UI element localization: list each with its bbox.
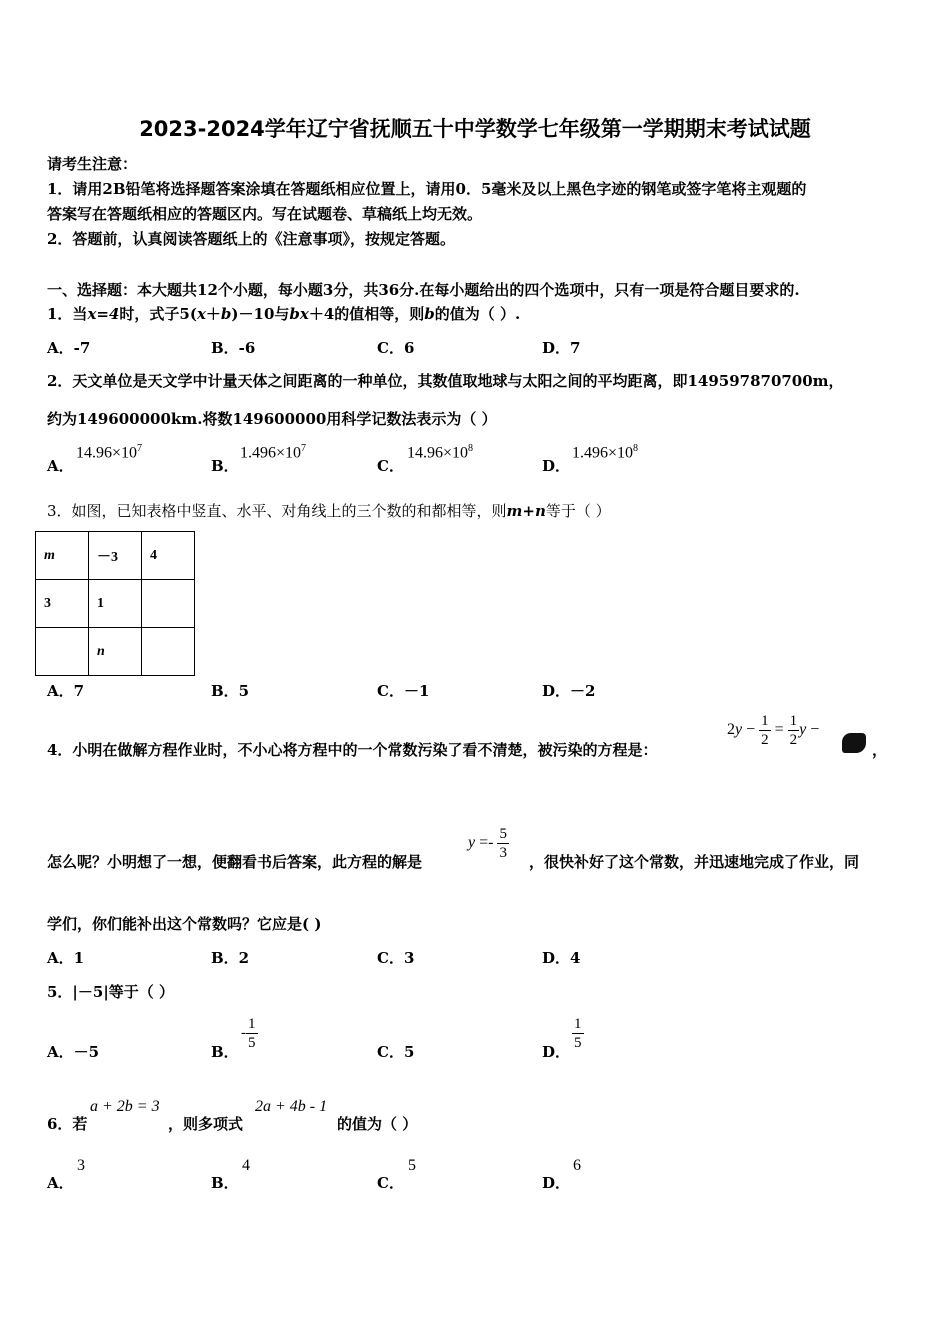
q1-option-d: D．7 [542,339,581,357]
q5-option-c: C．5 [377,1043,415,1061]
notice-heading: 请考生注意： [47,155,138,173]
q4-sol-equals: =- [475,834,498,852]
grid-row [36,532,195,580]
q2-c-mantissa: 14.96 [407,444,443,462]
q4-frac1-num: 1 [761,713,769,729]
q5-b-fraction [246,1015,258,1052]
q4-option-b: B．2 [211,949,250,967]
q5-b-num: 1 [248,1016,256,1032]
q6-option-a-value: 3 [77,1157,85,1174]
q4-sol-num: 5 [499,826,507,842]
q5-option-a: A．－5 [47,1043,100,1061]
q6-option-b-value: 4 [242,1157,250,1174]
q5-option-d: D． [542,1043,571,1061]
q5-d-fraction [572,1015,584,1052]
q5-option-d-value [572,1015,584,1052]
question-4-line-1: 4．小明在做解方程作业时，不小心将方程中的一个常数污染了看不清楚，被污染的方程是： [47,741,658,759]
q4-eq-fraction-2 [788,712,800,749]
notice-line-1b: 答案写在答题纸相应的答题区内。写在试题卷、草稿纸上均无效。 [47,205,483,223]
q1-var-b-2: b [424,305,435,323]
q6-equation-2: 2a + 4b - 1 [255,1098,328,1115]
question-5-stem: 5．|－5|等于（ ） [47,983,175,1001]
grid-cell: n [89,628,142,676]
q4-sol-fraction [497,825,509,862]
grid-cell [142,580,195,628]
q4-sol-y: y [468,834,476,852]
grid-cell [142,628,195,676]
grid-cell [36,628,89,676]
q4-option-d: D．4 [542,949,581,967]
q1-plus: ＋ [205,305,221,323]
notice-line-1a: 1．请用2B铅笔将选择题答案涂填在答题纸相应位置上，请用0．5毫米及以上黑色字迹的钢笔或签字笔将主观题的 [47,180,807,198]
q1-option-b: B．-6 [211,339,256,357]
q4-eq-minus-2: − [806,721,820,739]
question-4-line-2b: ，很快补好了这个常数，并迅速地完成了作业，同 [529,853,860,871]
q2-option-d: D． [542,457,571,475]
q4-option-a: A．1 [47,949,85,967]
q5-d-den: 5 [574,1035,582,1051]
q2-option-a-value [76,443,142,462]
q5-option-b-value [241,1015,258,1052]
q3-option-d: D．－2 [542,682,596,700]
q1-text-5: 的值为（ ）. [434,305,521,323]
q6-option-d: D． [542,1174,571,1192]
q2-d-times: ×10 [608,444,634,462]
question-1-stem [47,303,520,324]
q4-sol-den: 3 [499,845,507,861]
grid-cell: 3 [36,580,89,628]
q3-text-2: 等于（ ） [545,502,611,520]
q2-a-exp: 7 [137,443,143,454]
q6-option-c-value: 5 [408,1157,416,1174]
q2-c-exp: 8 [468,443,474,454]
q4-frac2-den: 2 [789,732,798,748]
grid-cell: 1 [89,580,142,628]
question-4-line-3: 学们，你们能补出这个常数吗？它应是( ) [47,915,322,933]
q5-b-neg: - [241,1024,246,1041]
q5-option-b: B． [211,1043,239,1061]
q4-eq-fraction-1 [759,712,771,749]
q3-option-c: C．－1 [377,682,430,700]
question-4-line-2a: 怎么呢？小明想了一想，便翻看书后答案，此方程的解是 [47,853,423,871]
q5-d-num: 1 [574,1016,582,1032]
q2-a-times: ×10 [112,444,138,462]
q4-eq-coef: 2 [727,721,735,739]
question-3-stem [47,500,611,521]
q2-d-exp: 8 [633,443,639,454]
q3-option-a: A．7 [47,682,85,700]
q2-option-b-value [240,443,306,462]
q4-frac2-num: 1 [789,713,798,729]
q3-text-1: 3．如图，已知表格中竖直、水平、对角线上的三个数的和都相等，则 [47,502,507,520]
q6-option-a: A． [47,1174,74,1192]
q6-equation-1: a + 2b = 3 [90,1098,160,1115]
question-6-text-1: 6．若 [47,1115,88,1133]
q1-text-2: 时，式子5( [119,305,197,323]
q4-eq-y-2: y [799,721,807,739]
q2-option-b: B． [211,457,239,475]
question-2-line-1: 2．天文单位是天文学中计量天体之间距离的一种单位，其数值取地球与太阳之间的平均距离，即149597870700m， [47,372,844,390]
grid-cell: m [36,532,89,580]
q2-c-times: ×10 [443,444,469,462]
q6-option-b: B． [211,1174,239,1192]
question-2-line-2: 约为149600000km.将数149600000用科学记数法表示为（ ） [47,410,497,428]
q4-solution [468,825,509,862]
q1-text-3: )－10与 [231,305,290,323]
q1-x-equals-4: x=4 [87,305,120,323]
question-6-text-2: ，则多项式 [168,1115,244,1133]
q1-option-c: C．6 [377,339,415,357]
q2-b-mantissa: 1.496 [240,444,276,462]
q1-text-1: 1．当 [47,305,88,323]
notice-line-2: 2．答题前，认真阅读答题纸上的《注意事项》，按规定答题。 [47,230,455,248]
q2-b-times: ×10 [276,444,302,462]
q4-frac1-den: 2 [761,732,769,748]
question-6-text-3: 的值为（ ） [337,1115,418,1133]
q4-option-c: C．3 [377,949,415,967]
q1-option-a: A．-7 [47,339,91,357]
q1-text-4: ＋4的值相等，则 [308,305,425,323]
q5-b-den: 5 [248,1035,256,1051]
q2-option-c: C． [377,457,404,475]
q6-option-d-value: 6 [573,1157,581,1174]
q2-a-mantissa: 14.96 [76,444,112,462]
grid-row [36,580,195,628]
grid-row [36,628,195,676]
q1-var-x: x [196,305,206,323]
q1-var-b: b [220,305,232,323]
q4-comma: ， [872,741,888,759]
q2-d-mantissa: 1.496 [572,444,608,462]
ink-blot-image [842,733,866,753]
page-title: 2023-2024学年辽宁省抚顺五十中学数学七年级第一学期期末考试试题 [139,117,811,141]
q3-m-plus-n: m+n [506,502,546,520]
q4-eq-equals: = [770,721,788,739]
q3-option-b: B．5 [211,682,250,700]
q2-option-a: A． [47,457,74,475]
q4-equation [727,712,819,749]
q1-var-bx: bx [289,305,309,323]
q6-option-c: C． [377,1174,404,1192]
section-heading: 一、选择题：本大题共12个小题，每小题3分，共36分.在每小题给出的四个选项中，只有一项是符合题目要求的. [47,281,800,299]
magic-square-grid [35,531,195,676]
q4-eq-minus: − [742,721,760,739]
q2-option-d-value [572,443,638,462]
q4-eq-y: y [735,721,743,739]
q2-b-exp: 7 [301,443,307,454]
grid-cell: 4 [142,532,195,580]
grid-cell: －3 [89,532,142,580]
q2-option-c-value [407,443,473,462]
